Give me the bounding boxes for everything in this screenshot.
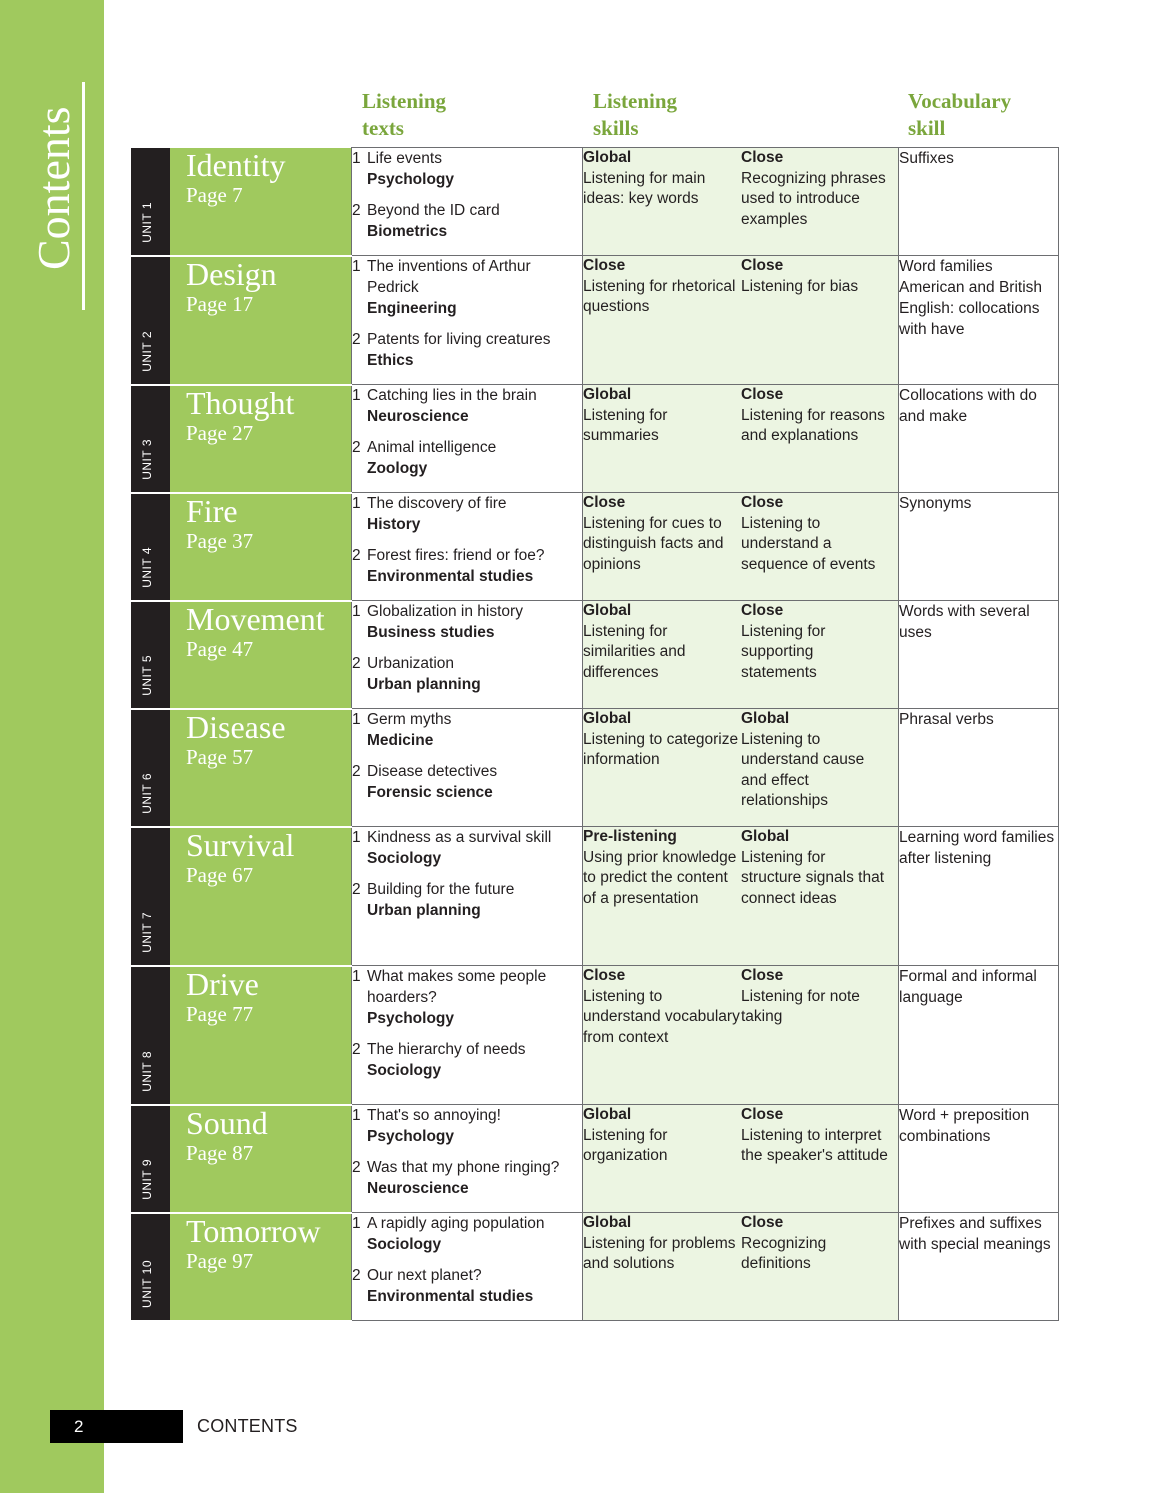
skill-description: Listening to interpret the speaker's attitude — [741, 1126, 888, 1164]
listening-text-item — [352, 385, 582, 427]
skill-type: Close — [741, 1214, 784, 1231]
unit-tab — [131, 1105, 170, 1213]
skill-type: Close — [583, 967, 626, 984]
listening-text-subject: Psychology — [367, 171, 454, 188]
vocabulary-skill-cell — [899, 1105, 1059, 1213]
listening-texts-cell — [352, 256, 583, 385]
listening-skills-cell — [583, 601, 899, 709]
skill-description: Recognizing phrases used to introduce examples — [741, 169, 886, 228]
listening-skill — [583, 966, 741, 1048]
listening-skills-cell — [583, 709, 899, 827]
listening-text-number: 1 — [352, 150, 361, 167]
skill-description: Listening to understand a sequence of events — [741, 514, 876, 573]
skill-description: Listening for reasons and explanations — [741, 406, 885, 444]
listening-text-number: 1 — [352, 829, 361, 846]
contents-table — [131, 147, 1059, 1322]
listening-text-subject: History — [367, 516, 421, 533]
listening-text-number: 2 — [352, 763, 361, 780]
listening-skill — [583, 827, 741, 909]
unit-row — [131, 1213, 1059, 1321]
vocabulary-skill-text: Suffixes — [899, 150, 954, 167]
skill-description: Listening for cues to distinguish facts and opinions — [583, 514, 724, 573]
listening-text-title: The hierarchy of needs — [367, 1041, 526, 1058]
listening-text-item — [352, 827, 582, 869]
unit-row — [131, 709, 1059, 827]
listening-text-item — [352, 1105, 582, 1147]
skill-description: Listening for similarities and differences — [583, 622, 686, 681]
skill-type: Close — [741, 967, 784, 984]
unit-name-cell[interactable] — [170, 827, 352, 966]
listening-text-number: 2 — [352, 881, 361, 898]
skill-description: Listening for structure signals that connect ideas — [741, 848, 885, 907]
unit-name-cell[interactable] — [170, 709, 352, 827]
unit-title: Drive — [186, 965, 259, 1002]
skill-description: Listening for organization — [583, 1126, 668, 1164]
listening-skills-cell — [583, 1213, 899, 1321]
listening-text-item — [352, 200, 582, 242]
listening-skills-cell — [583, 385, 899, 493]
listening-skills-cell — [583, 966, 899, 1105]
listening-skills-cell — [583, 493, 899, 601]
vocabulary-skill-text: Collocations with do and make — [899, 387, 1037, 425]
listening-text-subject: Neuroscience — [367, 408, 469, 425]
listening-text-subject: Medicine — [367, 732, 434, 749]
listening-texts-cell — [352, 827, 583, 966]
listening-text-title: Our next planet? — [367, 1267, 482, 1284]
listening-texts-cell — [352, 1213, 583, 1321]
unit-tab — [131, 827, 170, 966]
listening-text-subject: Environmental studies — [367, 1288, 534, 1305]
listening-text-title: Patents for living creatures — [367, 331, 551, 348]
unit-row — [131, 966, 1059, 1105]
header-listening-skills — [593, 88, 677, 142]
skill-description: Listening for note taking — [741, 987, 860, 1025]
unit-page-link[interactable]: Page 37 — [186, 528, 254, 553]
listening-skill — [583, 1213, 741, 1275]
footer-page-box — [50, 1410, 183, 1443]
skill-type: Close — [741, 386, 784, 403]
unit-row — [131, 385, 1059, 493]
unit-tab — [131, 966, 170, 1105]
listening-text-item — [352, 1213, 582, 1255]
listening-skill — [741, 1105, 889, 1167]
unit-label: UNIT 6 — [140, 772, 154, 814]
skill-type: Global — [583, 149, 632, 166]
unit-title: Survival — [186, 826, 295, 863]
header-vocabulary-skill-line2: skill — [908, 116, 946, 140]
unit-name-cell[interactable] — [170, 256, 352, 385]
header-listening-texts-line2: texts — [362, 116, 404, 140]
skill-description: Listening for rhetorical questions — [583, 277, 736, 315]
skill-type: Pre-listening — [583, 828, 677, 845]
skill-type: Close — [741, 1106, 784, 1123]
listening-text-subject: Biometrics — [367, 223, 448, 240]
unit-page-link[interactable]: Page 77 — [186, 1001, 254, 1026]
unit-title: Tomorrow — [186, 1212, 321, 1249]
listening-texts-cell — [352, 148, 583, 256]
unit-title: Movement — [186, 600, 325, 637]
listening-text-subject: Ethics — [367, 352, 414, 369]
listening-text-subject: Urban planning — [367, 902, 481, 919]
vocabulary-skill-text: Formal and informal language — [899, 968, 1037, 1006]
vocabulary-skill-text: Word families American and British English: collocations with have — [899, 258, 1043, 338]
listening-text-number: 1 — [352, 1215, 361, 1232]
listening-text-item — [352, 148, 582, 190]
unit-tab — [131, 493, 170, 601]
skill-description: Listening to understand cause and effect relationships — [741, 730, 865, 809]
skill-type: Global — [583, 1214, 632, 1231]
vocabulary-skill-cell — [899, 709, 1059, 827]
listening-text-subject: Zoology — [367, 460, 428, 477]
unit-title: Identity — [186, 146, 286, 183]
listening-text-title: Catching lies in the brain — [367, 387, 537, 404]
header-vocabulary-skill-line1: Vocabulary — [908, 89, 1012, 113]
listening-text-number: 1 — [352, 1107, 361, 1124]
skill-description: Listening for problems and solutions — [583, 1234, 736, 1272]
unit-page-link[interactable]: Page 17 — [186, 291, 254, 316]
listening-skill — [583, 148, 741, 230]
listening-text-title: Life events — [367, 150, 442, 167]
skill-type: Close — [583, 257, 626, 274]
vocabulary-skill-cell — [899, 1213, 1059, 1321]
listening-text-subject: Forensic science — [367, 784, 493, 801]
vocabulary-skill-text: Learning word families after listening — [899, 829, 1055, 867]
listening-text-title: Globalization in history — [367, 603, 523, 620]
listening-text-number: 2 — [352, 547, 361, 564]
listening-text-item — [352, 329, 582, 371]
unit-page-link[interactable]: Page 47 — [186, 636, 254, 661]
skill-type: Global — [583, 386, 632, 403]
listening-texts-cell — [352, 966, 583, 1105]
unit-name-cell[interactable] — [170, 1213, 352, 1321]
listening-skill — [583, 1105, 741, 1167]
unit-title: Design — [186, 255, 277, 292]
listening-skill — [583, 493, 741, 575]
unit-row — [131, 601, 1059, 709]
listening-skills-cell — [583, 1105, 899, 1213]
listening-text-item — [352, 879, 582, 921]
listening-skill — [583, 256, 741, 318]
skill-type: Close — [741, 602, 784, 619]
skill-type: Global — [583, 710, 632, 727]
listening-texts-cell — [352, 493, 583, 601]
unit-tab — [131, 1213, 170, 1321]
listening-text-number: 2 — [352, 1267, 361, 1284]
listening-texts-cell — [352, 601, 583, 709]
unit-page-link[interactable]: Page 67 — [186, 862, 254, 887]
listening-text-subject: Business studies — [367, 624, 495, 641]
header-listening-skills-line1: Listening — [593, 89, 678, 113]
listening-skill — [741, 256, 889, 318]
listening-text-subject: Psychology — [367, 1010, 454, 1027]
unit-tab — [131, 256, 170, 385]
vocabulary-skill-text: Phrasal verbs — [899, 711, 994, 728]
skill-type: Global — [583, 1106, 632, 1123]
unit-name-cell[interactable] — [170, 1105, 352, 1213]
listening-text-item — [352, 1265, 582, 1307]
listening-text-title: Animal intelligence — [367, 439, 497, 456]
listening-text-number: 1 — [352, 968, 361, 985]
unit-label: UNIT 2 — [140, 330, 154, 372]
listening-text-subject: Sociology — [367, 1236, 442, 1253]
listening-texts-cell — [352, 709, 583, 827]
sidebar-title: Contents — [28, 106, 79, 270]
listening-skills-cell — [583, 148, 899, 256]
skill-description: Listening for main ideas: key words — [583, 169, 706, 207]
listening-text-item — [352, 493, 582, 535]
listening-text-subject: Psychology — [367, 1128, 454, 1145]
listening-text-number: 1 — [352, 387, 361, 404]
unit-label: UNIT 4 — [140, 546, 154, 588]
listening-texts-cell — [352, 385, 583, 493]
vocabulary-skill-cell — [899, 256, 1059, 385]
unit-label: UNIT 8 — [140, 1050, 154, 1092]
listening-text-title: A rapidly aging population — [367, 1215, 545, 1232]
unit-label: UNIT 9 — [140, 1158, 154, 1200]
header-listening-texts — [362, 88, 446, 142]
listening-text-item — [352, 437, 582, 479]
listening-skill — [741, 493, 889, 575]
header-listening-texts-line1: Listening — [362, 89, 447, 113]
unit-page-link[interactable]: Page 57 — [186, 744, 254, 769]
listening-text-title: That's so annoying! — [367, 1107, 501, 1124]
listening-text-title: Germ myths — [367, 711, 452, 728]
vocabulary-skill-text: Synonyms — [899, 495, 972, 512]
listening-text-title: What makes some people hoarders? — [367, 968, 547, 1006]
listening-text-number: 2 — [352, 655, 361, 672]
vocabulary-skill-text: Words with several uses — [899, 603, 1030, 641]
unit-name-cell[interactable] — [170, 966, 352, 1105]
listening-skill — [583, 601, 741, 683]
listening-text-number: 2 — [352, 1159, 361, 1176]
listening-text-item — [352, 653, 582, 695]
unit-tab — [131, 709, 170, 827]
unit-title: Sound — [186, 1104, 268, 1141]
unit-label: UNIT 5 — [140, 654, 154, 696]
skill-description: Listening to categorize information — [583, 730, 739, 768]
skill-description: Using prior knowledge to predict the content of a presentation — [583, 848, 737, 907]
page-number: 2 — [74, 1417, 84, 1436]
listening-text-item — [352, 761, 582, 803]
listening-skill — [741, 966, 889, 1048]
header-listening-skills-line2: skills — [593, 116, 639, 140]
skill-type: Global — [741, 828, 790, 845]
skill-description: Listening to understand vocabulary from context — [583, 987, 740, 1046]
listening-skill — [583, 709, 741, 812]
listening-text-title: Kindness as a survival skill — [367, 829, 552, 846]
sidebar — [0, 0, 104, 1493]
unit-label: UNIT 3 — [140, 438, 154, 480]
unit-tab — [131, 601, 170, 709]
listening-text-item — [352, 709, 582, 751]
listening-text-title: Beyond the ID card — [367, 202, 500, 219]
vocabulary-skill-cell — [899, 827, 1059, 966]
skill-type: Close — [741, 494, 784, 511]
unit-page-link[interactable]: Page 7 — [186, 182, 243, 207]
skill-description: Recognizing definitions — [741, 1234, 827, 1272]
listening-text-number: 2 — [352, 331, 361, 348]
skill-type: Close — [741, 149, 784, 166]
listening-skill — [583, 385, 741, 447]
listening-text-item — [352, 256, 582, 319]
footer-label: CONTENTS — [197, 1416, 298, 1436]
listening-text-subject: Neuroscience — [367, 1180, 469, 1197]
unit-row — [131, 1105, 1059, 1213]
listening-text-title: Disease detectives — [367, 763, 498, 780]
unit-page-link[interactable]: Page 27 — [186, 420, 254, 445]
listening-text-number: 1 — [352, 603, 361, 620]
header-vocabulary-skill — [908, 88, 1011, 142]
listening-text-item — [352, 601, 582, 643]
skill-type: Close — [583, 494, 626, 511]
vocabulary-skill-cell — [899, 385, 1059, 493]
skill-type: Global — [741, 710, 790, 727]
listening-text-number: 1 — [352, 495, 361, 512]
listening-text-number: 2 — [352, 202, 361, 219]
listening-skill — [741, 1213, 889, 1275]
listening-skill — [741, 601, 889, 683]
unit-title: Fire — [186, 492, 238, 529]
listening-text-item — [352, 545, 582, 587]
listening-texts-cell — [352, 1105, 583, 1213]
unit-row — [131, 256, 1059, 385]
listening-text-item — [352, 966, 582, 1029]
vocabulary-skill-cell — [899, 966, 1059, 1105]
unit-tab — [131, 385, 170, 493]
listening-text-subject: Engineering — [367, 300, 457, 317]
skill-description: Listening for supporting statements — [741, 622, 826, 681]
listening-text-number: 1 — [352, 711, 361, 728]
vocabulary-skill-cell — [899, 493, 1059, 601]
listening-text-subject: Sociology — [367, 1062, 442, 1079]
sidebar-divider — [82, 82, 85, 310]
vocabulary-skill-text: Word + preposition combinations — [899, 1107, 1030, 1145]
listening-text-number: 1 — [352, 258, 361, 275]
listening-text-number: 2 — [352, 1041, 361, 1058]
unit-name-cell[interactable] — [170, 148, 352, 256]
unit-title: Thought — [186, 384, 295, 421]
listening-text-subject: Environmental studies — [367, 568, 534, 585]
listening-text-title: Forest fires: friend or foe? — [367, 547, 545, 564]
unit-row — [131, 148, 1059, 256]
unit-row — [131, 493, 1059, 601]
unit-title: Disease — [186, 708, 286, 745]
vocabulary-skill-cell — [899, 148, 1059, 256]
listening-skill — [741, 827, 889, 909]
listening-text-title: Was that my phone ringing? — [367, 1159, 560, 1176]
listening-skill — [741, 385, 889, 447]
listening-skill — [741, 709, 889, 812]
listening-text-title: Urbanization — [367, 655, 455, 672]
unit-label: UNIT 7 — [140, 911, 154, 953]
listening-skills-cell — [583, 827, 899, 966]
unit-name-cell[interactable] — [170, 493, 352, 601]
listening-text-subject: Sociology — [367, 850, 442, 867]
unit-row — [131, 827, 1059, 966]
listening-text-item — [352, 1157, 582, 1199]
listening-text-title: Building for the future — [367, 881, 515, 898]
vocabulary-skill-cell — [899, 601, 1059, 709]
skill-type: Close — [741, 257, 784, 274]
unit-name-cell[interactable] — [170, 385, 352, 493]
unit-tab — [131, 148, 170, 256]
listening-skill — [741, 148, 889, 230]
vocabulary-skill-text: Prefixes and suffixes with special meanings — [899, 1215, 1051, 1253]
unit-label: UNIT 1 — [140, 201, 154, 243]
unit-name-cell[interactable] — [170, 601, 352, 709]
listening-text-item — [352, 1039, 582, 1081]
listening-text-subject: Urban planning — [367, 676, 481, 693]
unit-label: UNIT 10 — [140, 1259, 154, 1308]
listening-skills-cell — [583, 256, 899, 385]
skill-description: Listening for summaries — [583, 406, 668, 444]
listening-text-title: The discovery of fire — [367, 495, 507, 512]
skill-type: Global — [583, 602, 632, 619]
unit-page-link[interactable]: Page 97 — [186, 1248, 254, 1273]
listening-text-title: The inventions of Arthur Pedrick — [367, 258, 531, 296]
unit-page-link[interactable]: Page 87 — [186, 1140, 254, 1165]
listening-text-number: 2 — [352, 439, 361, 456]
skill-description: Listening for bias — [741, 277, 859, 295]
